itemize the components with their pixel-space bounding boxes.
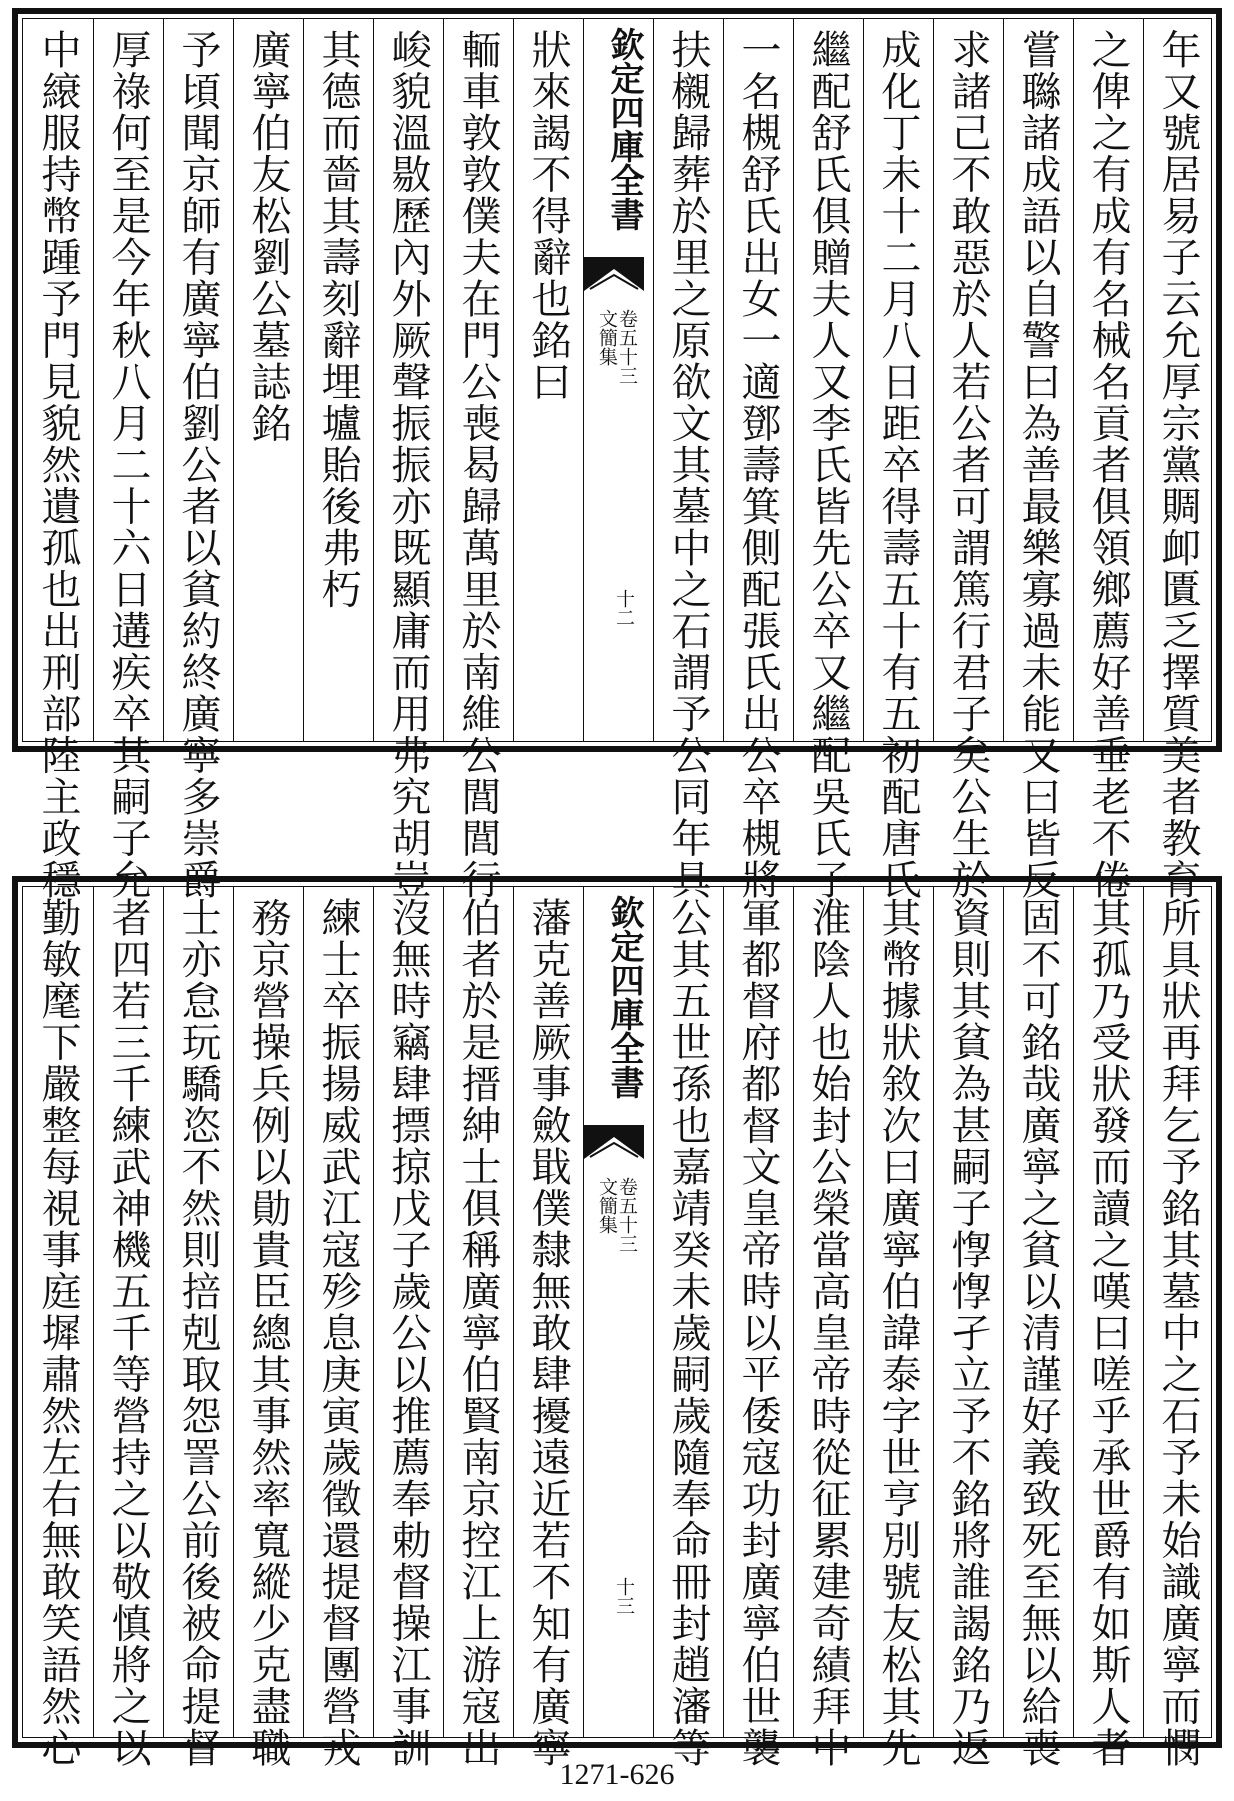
page-number: 十二	[613, 589, 635, 627]
column-text: 固不可銘哉廣寧之貧以清謹好義致死至無以給喪	[1015, 897, 1061, 1769]
column-text: 藩克善厥事斂戢僕隸無敢肆擾遠近若不知有廣寧	[525, 897, 571, 1769]
text-column	[653, 19, 723, 901]
column-text: 伯者於是搢紳士俱稱廣寧伯賢南京控江上游寇出	[455, 897, 501, 1769]
text-column	[443, 887, 513, 1769]
bottom-page-columns	[22, 886, 1212, 1769]
text-column	[23, 19, 93, 901]
page-code: 1271-626	[559, 1758, 675, 1791]
text-column	[1003, 887, 1073, 1769]
text-column	[513, 19, 583, 741]
column-text: 求諸己不敢惡於人若公者可謂篤行君子矣公生於	[945, 29, 991, 901]
text-column	[723, 19, 793, 901]
text-column	[303, 19, 373, 741]
column-text: 其幣據狀敘次曰廣寧伯諱泰字世亨別號友松其先	[875, 897, 921, 1769]
column-text: 嘗䏈諸成語以自警曰為善最樂寡過未能又曰皆反	[1015, 29, 1061, 901]
text-column	[233, 19, 303, 741]
text-column	[1143, 887, 1213, 1769]
column-text: 年又號居易子云允厚宗黨賙卹匱乏擇質美者教育	[1155, 29, 1201, 901]
text-column	[373, 887, 443, 1769]
text-column	[863, 887, 933, 1769]
fish-tail-mark	[584, 257, 644, 291]
text-column	[303, 887, 373, 1769]
column-text: 繼配舒氏俱贈夫人又李氏皆先公卒又繼配吳氏子	[805, 29, 851, 901]
text-column	[1073, 19, 1143, 901]
column-text: 厚祿何至是今年秋八月二十六日遘疾卒其嗣子允	[105, 29, 151, 901]
center-banner	[583, 887, 653, 1737]
text-column	[93, 887, 163, 1769]
column-text: 峻貌溫敭歷內外厥聲振振亦既顯庸而用弗究胡豈	[385, 29, 431, 901]
text-column	[23, 887, 93, 1769]
text-column	[513, 887, 583, 1769]
text-column	[793, 19, 863, 901]
text-column	[793, 887, 863, 1769]
top-page	[12, 8, 1222, 901]
text-column	[723, 887, 793, 1769]
column-text: 練士卒振揚威武江寇殄息庚寅歲徵還提督團營戎	[315, 897, 361, 1769]
text-column	[163, 887, 233, 1769]
text-column	[1073, 887, 1143, 1769]
column-text: 資則其貧為甚嗣子惸惸孑立予不銘將誰謁銘乃返	[945, 897, 991, 1769]
banner-book: 文簡集	[596, 309, 618, 366]
column-text: 士亦怠玩驕恣不然則掊剋取怨詈公前後被命提督	[175, 897, 221, 1769]
column-text: 沒無時竊肆摽掠戊子歲公以推薦奉勅督操江事訓	[385, 897, 431, 1769]
text-column	[1143, 19, 1213, 901]
text-column	[933, 19, 1003, 901]
banner-title: 欽定四庫全書	[604, 27, 644, 231]
text-column	[653, 887, 723, 1769]
text-column	[443, 19, 513, 901]
column-text: 狀來謁不得辭也銘曰	[525, 29, 571, 403]
column-text: 淮陰人也始封公榮當高皇帝時從征累建奇績拜中	[805, 897, 851, 1769]
column-text: 輀車敦敦僕夫在門公喪曷歸萬里於南維公閭閭行	[455, 29, 501, 901]
column-text: 者四若三千練武神機五千等營持之以敬慎將之以	[105, 897, 151, 1769]
column-text: 扶櫬歸葬於里之原欲文其墓中之石謂予公同年具	[665, 29, 711, 901]
banner-volume: 卷五十三	[616, 309, 638, 385]
text-column	[93, 19, 163, 901]
column-text: 務京營操兵例以勛貴臣總其事然率寬縱少克盡職	[245, 897, 291, 1769]
banner-volume: 卷五十三	[616, 1177, 638, 1253]
column-text: 其德而嗇其壽刻辭埋壚貽後弗朽	[315, 29, 361, 610]
column-text: 其孤乃受狀發而讀之嘆曰嗟乎承世爵有如斯人者	[1085, 897, 1131, 1769]
column-text: 予頃聞京師有廣寧伯劉公者以貧約終廣寧多崇爵	[175, 29, 221, 901]
bottom-page	[12, 876, 1222, 1769]
column-text: 公其五世孫也嘉靖癸未歲嗣歲隨奉命冊封趙瀋等	[665, 897, 711, 1769]
text-column	[933, 887, 1003, 1769]
column-text: 之俾之有成有名械名貢者俱領鄉薦好善垂老不倦	[1085, 29, 1131, 901]
text-column	[233, 887, 303, 1769]
text-column	[863, 19, 933, 901]
banner-book: 文簡集	[596, 1177, 618, 1234]
column-text: 勤敏麾下嚴整每視事庭墀肅然左右無敢笑語然心	[35, 897, 81, 1769]
text-column	[1003, 19, 1073, 901]
column-text: 軍都督府都督文皇帝時以平倭寇功封廣寧伯世襲	[735, 897, 781, 1769]
text-column	[163, 19, 233, 901]
column-text: 一名槻舒氏出女一適鄧壽箕側配張氏出公卒槻將	[735, 29, 781, 901]
text-column	[373, 19, 443, 901]
column-text: 成化丁未十二月八日距卒得壽五十有五初配唐氏	[875, 29, 921, 901]
center-banner	[583, 19, 653, 741]
column-text: 廣寧伯友松劉公墓誌銘	[245, 29, 291, 444]
fish-tail-mark	[584, 1125, 644, 1159]
page-number: 十三	[613, 1577, 635, 1615]
banner-title: 欽定四庫全書	[604, 895, 644, 1099]
column-text: 所具狀再拜乞予銘其墓中之石予未始識廣寧而憫	[1155, 897, 1201, 1769]
top-page-columns	[22, 18, 1212, 901]
column-text: 中縗服持幣踵予門見貌然遺孤也出刑部陸主政穩	[35, 29, 81, 901]
